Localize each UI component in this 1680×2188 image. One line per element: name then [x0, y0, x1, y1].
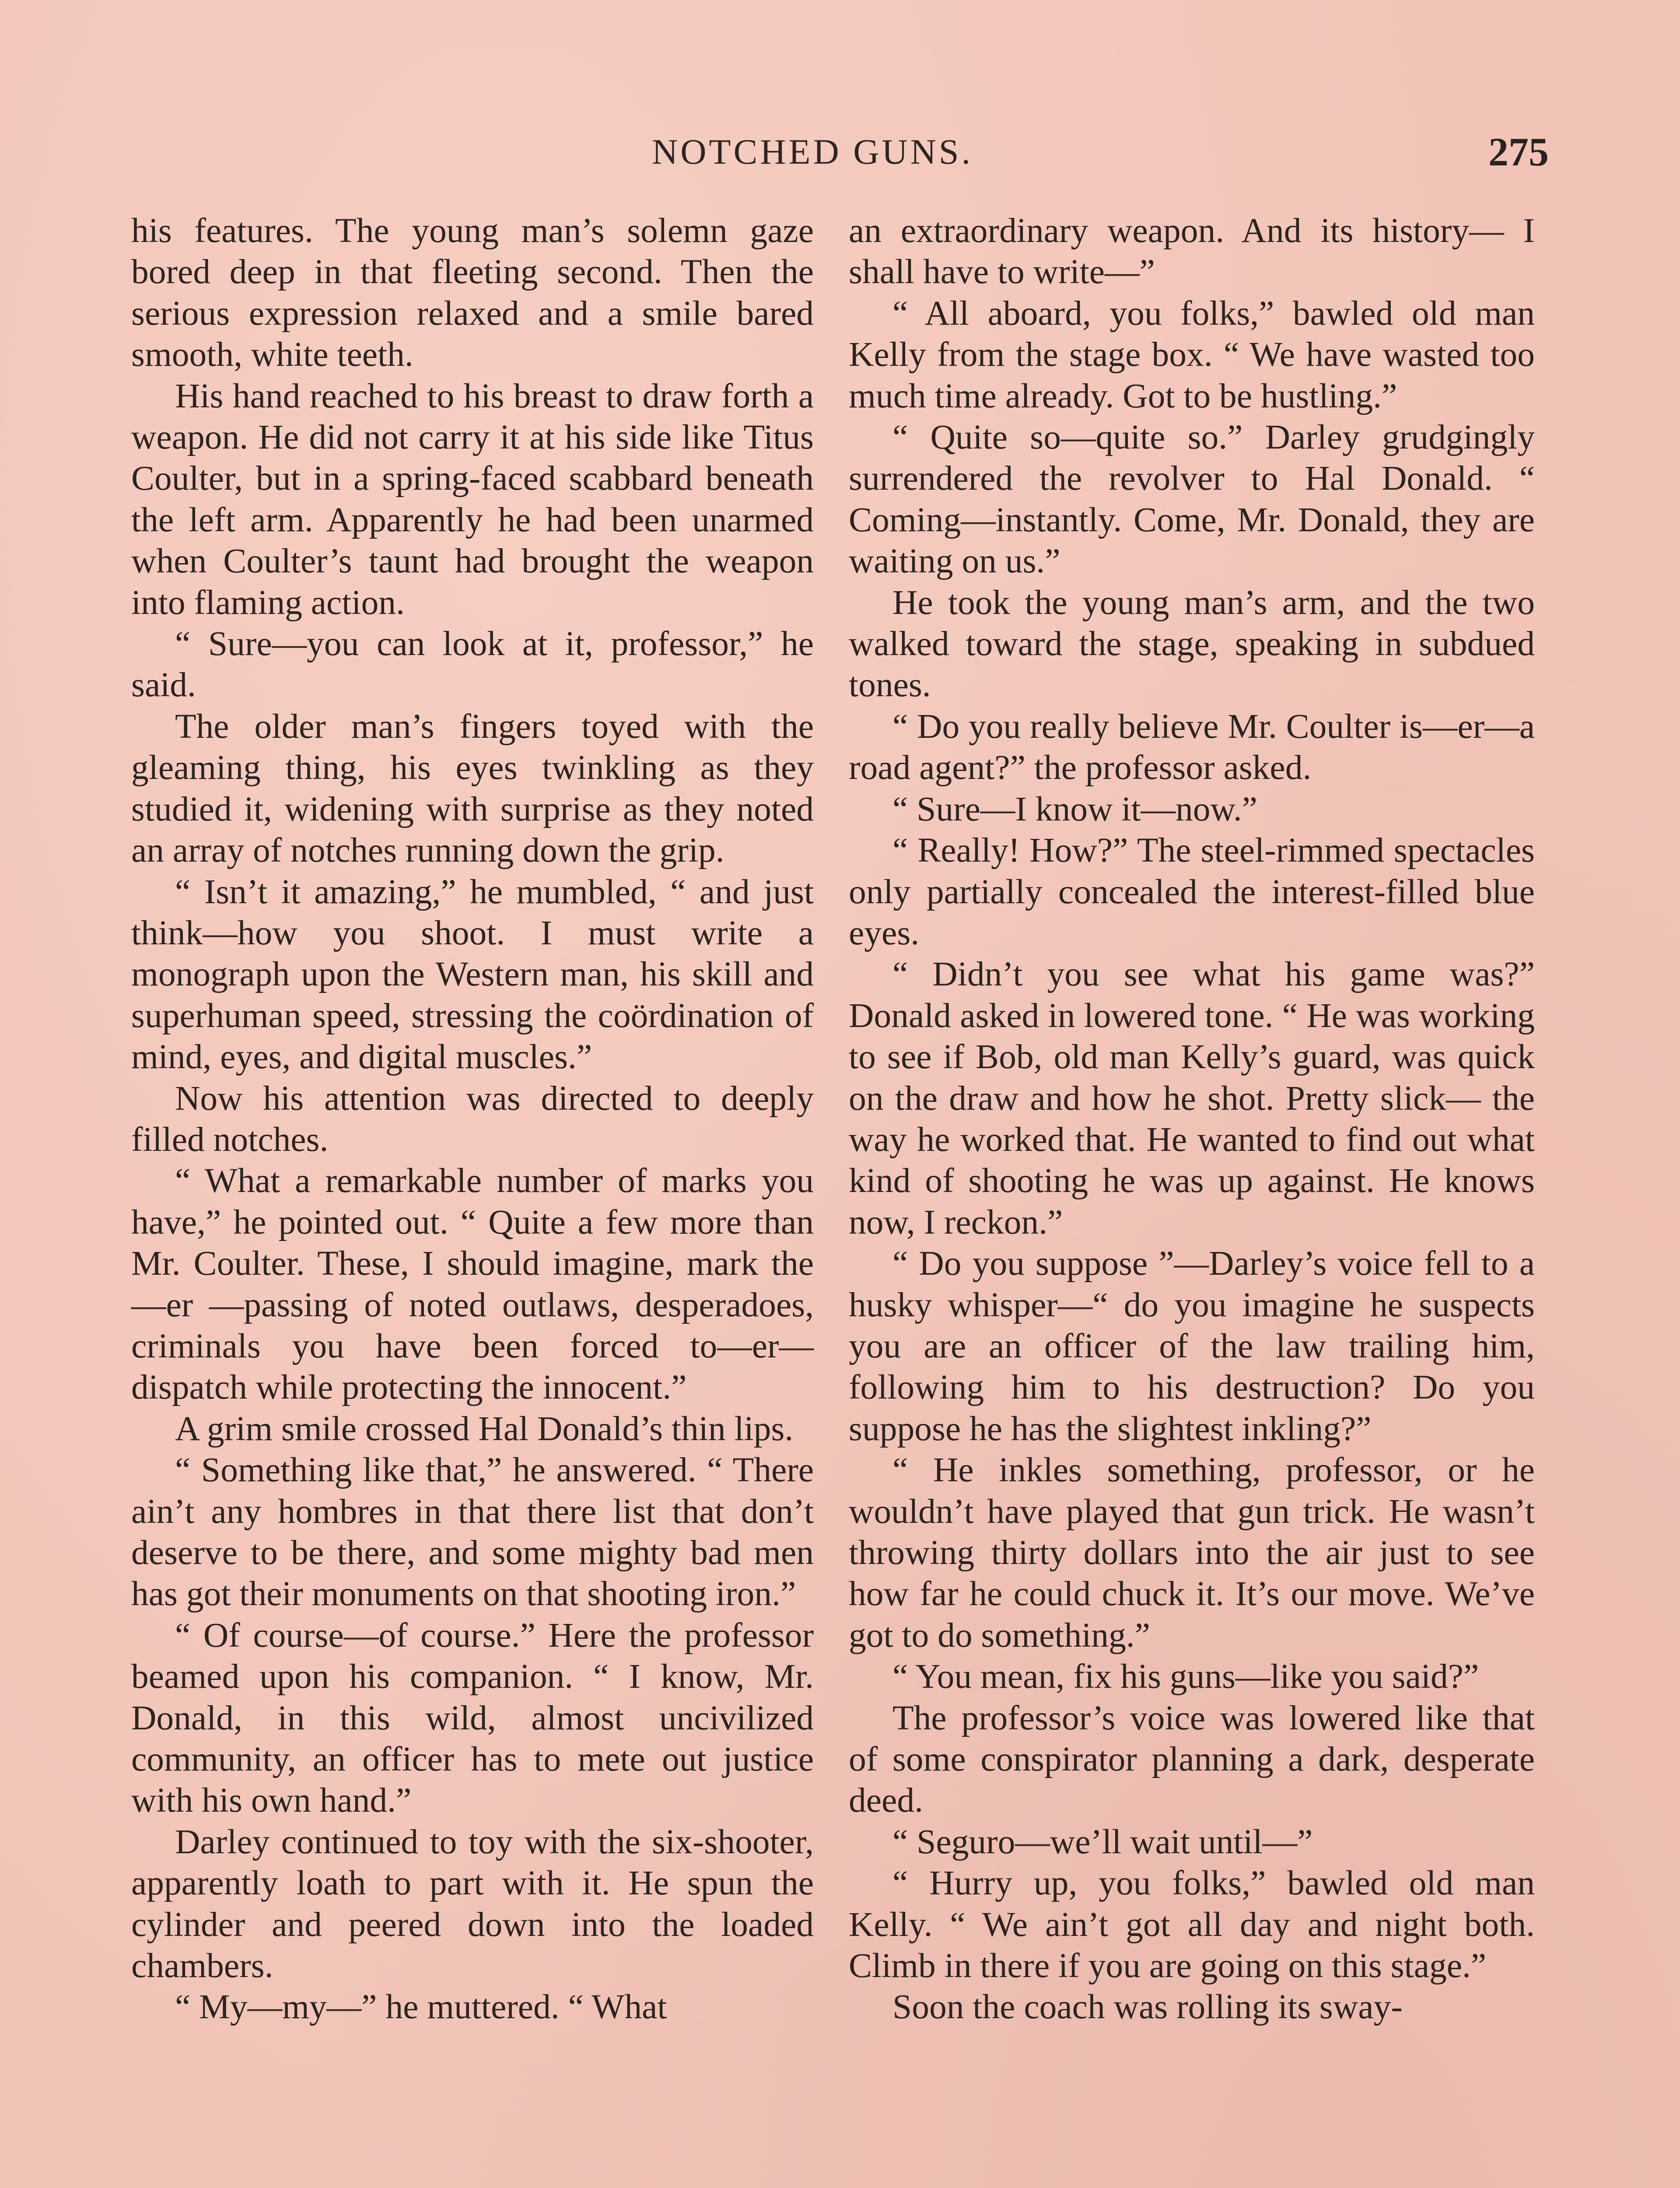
- paragraph: His hand reached to his breast to draw forth a weapon. He did not carry it at his side like Titus Coulter, but in a spring-faced scabbard beneath the left arm. Apparently he had been unarmed when Coulter’s taunt had brought the weapon into flaming action.: [131, 376, 814, 622]
- paragraph: “ Isn’t it amazing,” he mumbled, “ and just think—how you shoot. I must write a monograph upon the Western man, his skill and superhuman speed, stressing the coördination of mind, eyes, and digital muscles.”: [131, 872, 814, 1076]
- paragraph: “ What a remarkable number of marks you have,” he pointed out. “ Quite a few more than Mr. Coulter. These, I should imagine, mark the—er —passing of noted outlaws, desperadoes, criminals you have been forced to—er—dispatch while protecting the innocent.”: [131, 1161, 814, 1407]
- paragraph: Now his attention was directed to deeply filled notches.: [131, 1079, 814, 1159]
- paragraph: “ Seguro—we’ll wait until—”: [892, 1822, 1313, 1861]
- right-column: [849, 210, 1535, 2028]
- paragraph: “ Hurry up, you folks,” bawled old man Kelly. “ We ain’t got all day and night both. Climb in there if you are going on this stage.”: [849, 1864, 1535, 1985]
- left-column: [131, 210, 814, 2028]
- paragraph: “ Really! How?” The steel-rimmed spectacles only partially concealed the interest-filled blue eyes.: [849, 831, 1535, 952]
- paragraph: “ My—my—” he muttered. “ What: [175, 1988, 667, 2027]
- paragraph: his features. The young man’s solemn gaze bored deep in that fleeting second. Then the serious expression relaxed and a smile bared smooth, white teeth.: [131, 211, 814, 374]
- paragraph: an extraordinary weapon. And its history— I shall have to write—”: [849, 211, 1535, 291]
- paragraph: A grim smile crossed Hal Donald’s thin lips.: [175, 1409, 794, 1448]
- paragraph: Darley continued to toy with the six-shooter, apparently loath to part with it. He spun the cylinder and peered down into the loaded chambers.: [131, 1822, 814, 1985]
- page-header: [131, 131, 1549, 179]
- paragraph: “ Didn’t you see what his game was?” Donald asked in lowered tone. “ He was working to see if Bob, old man Kelly’s guard, was quick on the draw and how he shot. Pretty slick— the way he worked that. He wanted to find out what kind of shooting he was up against. He knows now, I reckon.”: [849, 955, 1535, 1241]
- page-number: 275: [1488, 130, 1549, 174]
- paragraph: “ Of course—of course.” Here the professor beamed upon his companion. “ I know, Mr. Donald, in this wild, almost uncivilized community, an officer has to mete out justice with his own hand.”: [131, 1616, 814, 1820]
- paragraph: The professor’s voice was lowered like that of some conspirator planning a dark, desperate deed.: [849, 1698, 1535, 1820]
- paragraph: “ All aboard, you folks,” bawled old man Kelly from the stage box. “ We have wasted too much time already. Got to be hustling.”: [849, 294, 1535, 415]
- paragraph: “ Sure—I know it—now.”: [892, 789, 1257, 828]
- paragraph: The older man’s fingers toyed with the gleaming thing, his eyes twinkling as they studied it, widening with surprise as they noted an array of notches running down the grip.: [131, 707, 814, 870]
- paragraph: “ Something like that,” he answered. “ There ain’t any hombres in that there list that don’t deserve to be there, and some mighty bad men has got their monuments on that shooting iron.”: [131, 1451, 814, 1613]
- paragraph: “ He inkles something, professor, or he wouldn’t have played that gun trick. He wasn’t throwing thirty dollars into the air just to see how far he could chuck it. It’s our move. We’ve got to do something.”: [849, 1451, 1535, 1655]
- paragraph: “ Quite so—quite so.” Darley grudgingly surrendered the revolver to Hal Donald. “ Coming—instantly. Come, Mr. Donald, they are waiting on us.”: [849, 418, 1535, 581]
- running-head: NOTCHED GUNS.: [652, 132, 973, 172]
- paragraph: “ You mean, fix his guns—like you said?”: [892, 1657, 1479, 1696]
- paragraph: He took the young man’s arm, and the two walked toward the stage, speaking in subdued tones.: [849, 583, 1535, 705]
- paragraph: “ Sure—you can look at it, professor,” he said.: [131, 624, 814, 705]
- paragraph: Soon the coach was rolling its sway-: [892, 1988, 1403, 2027]
- paragraph: “ Do you suppose ”—Darley’s voice fell to a husky whisper—“ do you imagine he suspects you are an officer of the law trailing him, following him to his destruction? Do you suppose he has the slightest inkling?”: [849, 1244, 1535, 1448]
- paragraph: “ Do you really believe Mr. Coulter is—er—a road agent?” the professor asked.: [849, 707, 1535, 787]
